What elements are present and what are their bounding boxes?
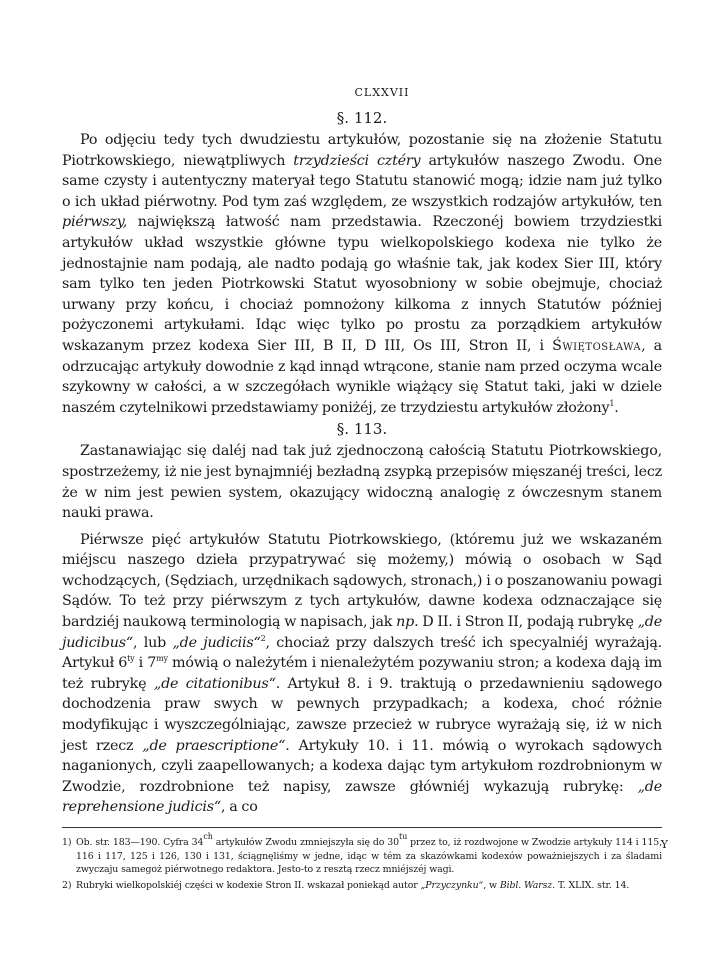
page: [62, 86, 662, 894]
paragraph-112: Po odjęciu tedy tych dwudziestu artykułów, pozostanie się na złożenie Statutu Piotrkowskiego, niewątpliwych trzydzieści cztéry artykułów naszego Zwodu. One same czysty i autentyczny materyał tego Statutu stanowić mogą; idzie nam już tylko o ich układ piérwotny. Pod tym zaś względem, ze wszystkich rodzajów artykułów, ten piérwszy, największą łatwość nam przedstawia. Rzeczonéj bowiem trzydziestki artykułów układ wszystkie główne typu wielkopolskiego kodexa nie tylko że jednostajnie nam podają, ale nadto podają go właśnie tak, jak kodex Sier III, który sam tylko ten jeden Piotrkowski Statut wyosobniony w sobie obejmuje, chociaż urwany przy końcu, i chociaż pomnożony kilkoma z innych Statutów później pożyczonemi artykułami. Idąc więc tylko po prostu za porządkiem artykułów wskazanym przez kodexa Sier III, B II, D III, Os III, Stron II, i Świętosława, a odrzucając artykuły dowodnie z kąd innąd wtrącone, stanie nam przed oczyma wcale szykowny w całości, a w szczegółach wynikle wiążący się Statut taki, jaki w dziele naszém czytelnikowi przedstawiamy poniżéj, ze trzydziestu artykułów złożony$^1$.: [62, 132, 662, 416]
footnote-2: 2) Rubryki wielkopolskiéj części w kodexie Stron II. wskazał poniekąd autor „Przyczynku“, w Bibl. Warsz. T. XLIX. str. 14.: [62, 879, 630, 891]
paragraph-113-2: Piérwsze pięć artykułów Statutu Piotrkowskiego, (któremu już we wskazaném miéjscu naszego dzieła przypatrywać się możemy,) mówią o osobach w Sąd wchodzących, (Sędziach, urzędnikach sądowych, stronach,) i o poszanowaniu powagi Sądów. To też przy piérwszym z tych artykułów, dawne kodexa odznaczające się bardziéj naukową terminologią w napisach, jak np. D II. i Stron II, podają rubrykę „de judicibus“, lub „de judiciis“$^2$, chociaż przy dalszych treść ich specyalniéj wyrażają. Artykuł $6^{ty}$ i $7^{my}$ mówią o należytém i nienależytém pozywaniu stron; a kodexa dają im też rubrykę „de citationibus“. Artykuł 8. i 9. traktują o przedawnieniu sądowego dochodzenia praw swych w pewnych przypadkach; a kodexa, choć różnie modyfikując i wyszczególniając, zawsze przecież w rubryce wyrażają się, iż w nich jest rzecz „de praescriptione“. Artykuły 10. i 11. mówią o wyrokach sądowych naganionych, czyli zaapellowanych; a kodexa dając tym artykułom rozdrobnionym w Zwodzie, rozdrobnione też napisy, zawsze główniéj wykazują rubrykę: „de reprehensione judicis“, a co: [62, 531, 662, 816]
signature-mark: Y: [660, 838, 668, 851]
footnote-divider: [62, 827, 662, 828]
running-head: CLXXVII: [354, 86, 410, 99]
footnote-1: 1) Ob. str. 183—190. Cyfra $34^{ch}$ artykułów Zwodu zmniejszyła się do $30^{tu}$ przez to, iż rozdwojone w Zwodzie artykuły 114 i 115, 116 i 117, 125 i 126, 130 i 131, ściągnęliśmy w jedne, idąc w tém za skazówkami kodexów poważniejszych i za śladami zwyczaju samegoż piérwotnego redaktora. Jesto-to z resztą rzecz mniéjszéj wagi.: [62, 832, 662, 876]
paragraph-113-1: Zastanawiając się daléj nad tak już zjednoczoną całością Statutu Piotrkowskiego, spostrzeżemy, iż nie jest bynajmniéj bezładną zsypką przepisów mięszanéj treści, lecz że w nim jest pewien system, okazujący widoczną analogię z ówczesnym stanem nauki prawa.: [62, 443, 662, 522]
footnote-ref-2: 2: [260, 633, 266, 643]
footnote-ref-1: 1: [609, 398, 615, 408]
section-112-title: §. 112.: [336, 109, 388, 127]
section-113-title: §. 113.: [336, 420, 388, 439]
